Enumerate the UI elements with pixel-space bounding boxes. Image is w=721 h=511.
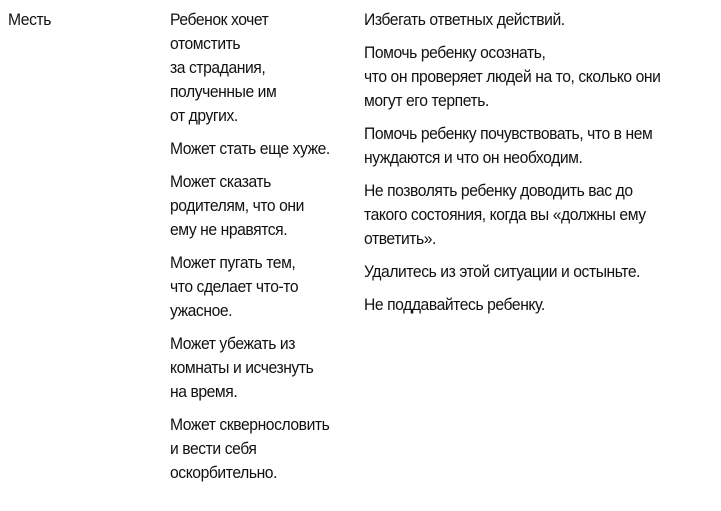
behavior-item: Может сквернословить и вести себя оскорбительно. [170, 416, 330, 482]
goal-label: Месть [8, 11, 52, 29]
response-item: Избегать ответных действий. [364, 11, 565, 29]
response-item: Помочь ребенку осознать, что он проверяет людей на то, сколько они могут его терпеть. [364, 44, 661, 110]
goal-column [8, 8, 158, 32]
behavior-item: Ребенок хочет отомстить за страдания, полученные им от других. [170, 11, 277, 125]
response-column [364, 8, 714, 326]
behavior-column [170, 8, 355, 494]
behavior-item: Может пугать тем, что сделает что-то ужасное. [170, 254, 299, 320]
response-item: Не поддавайтесь ребенку. [364, 296, 545, 314]
response-item: Помочь ребенку почувствовать, что в нем нуждаются и что он необходим. [364, 125, 653, 167]
response-item: Удалитесь из этой ситуации и остыньте. [364, 263, 641, 281]
behavior-item: Может сказать родителям, что они ему не нравятся. [170, 173, 304, 239]
behavior-item: Может стать еще хуже. [170, 140, 330, 158]
behavior-item: Может убежать из комнаты и исчезнуть на время. [170, 335, 314, 401]
response-item: Не позволять ребенку доводить вас до такого состояния, когда вы «должны ему ответить». [364, 182, 646, 248]
